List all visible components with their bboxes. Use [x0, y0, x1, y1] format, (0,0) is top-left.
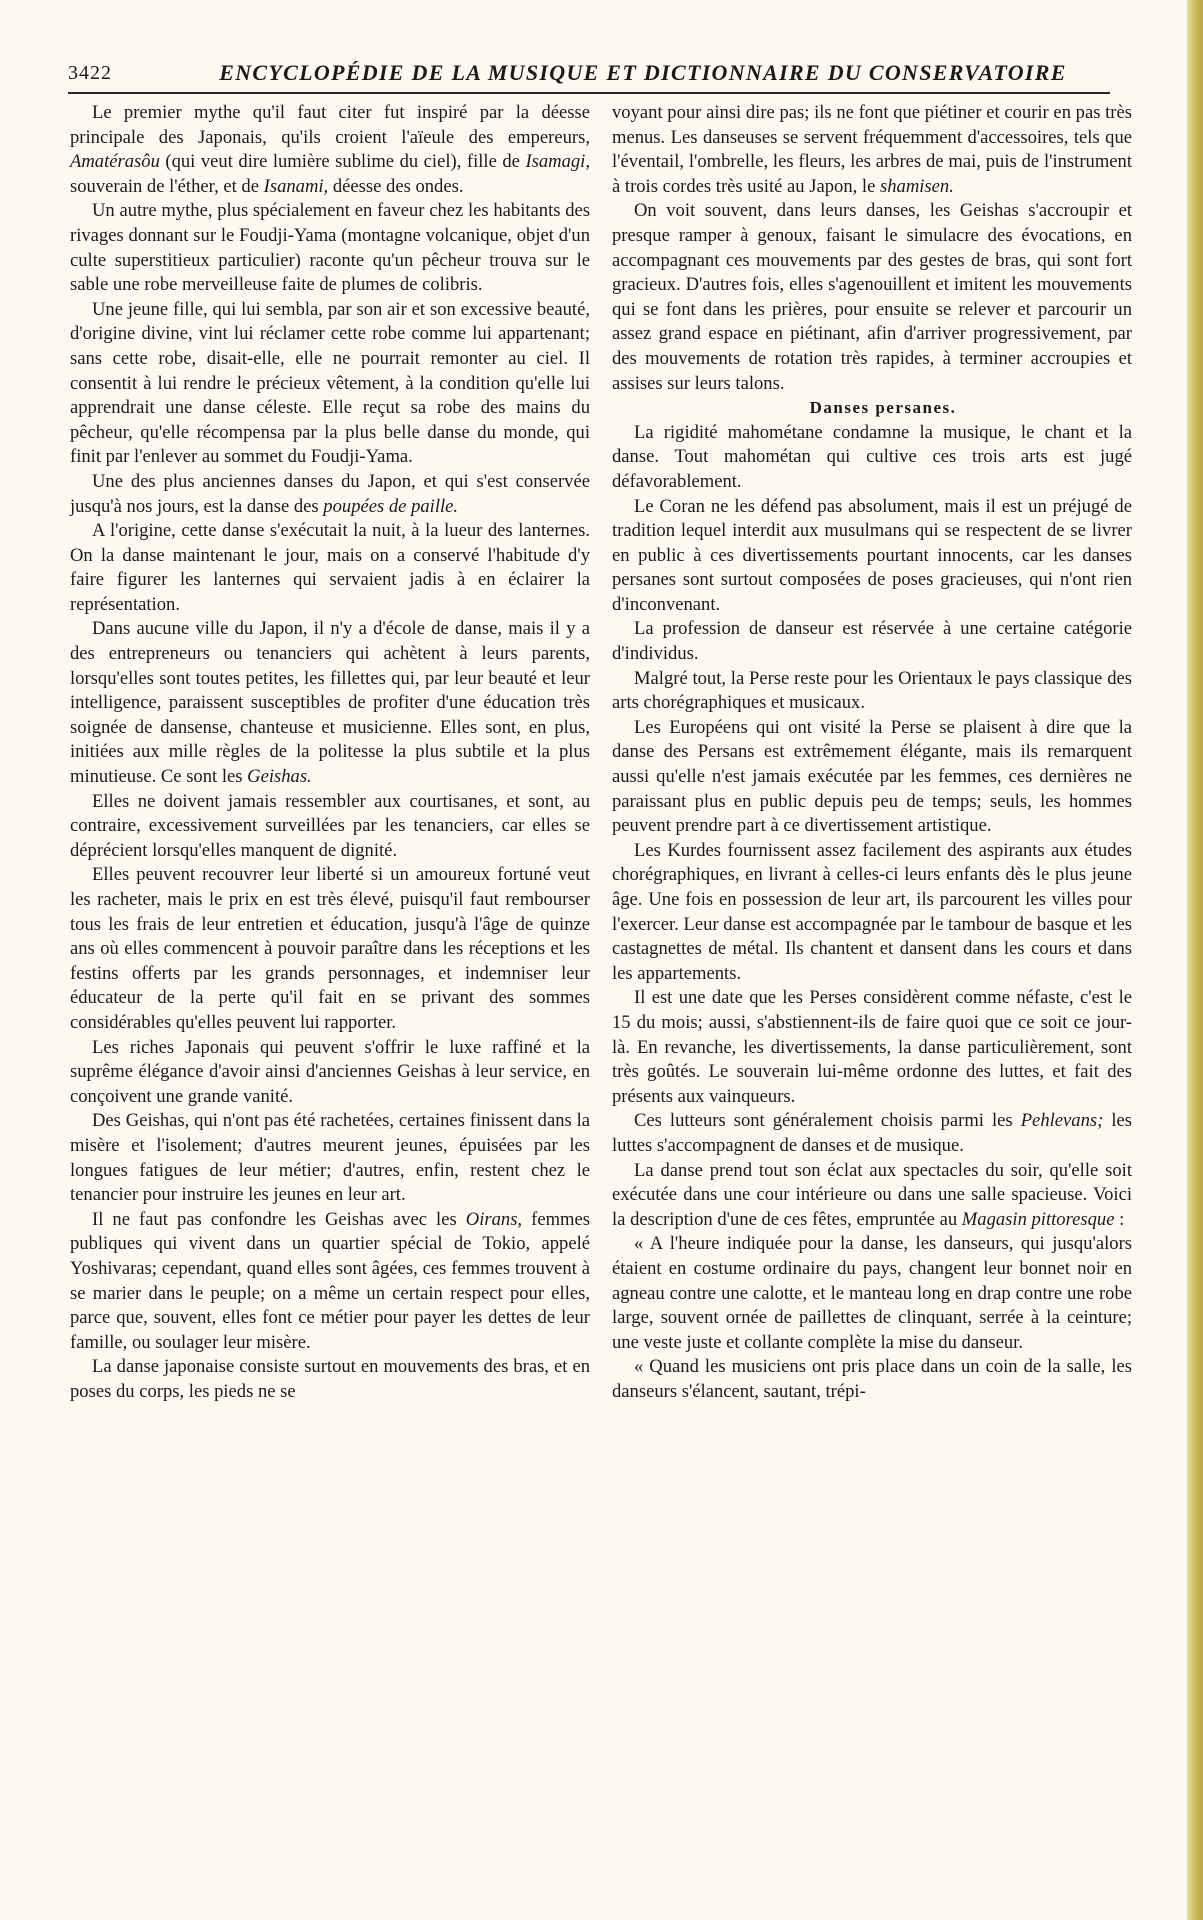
paragraph [70, 470, 590, 519]
text-run: (qui veut dire lumière sublime du ciel), fille de [159, 151, 526, 173]
text-run: souverain de l'éther, et de [70, 175, 264, 197]
paragraph [70, 298, 590, 470]
text-run: déesse des ondes. [328, 175, 464, 197]
paragraph [70, 1036, 590, 1110]
text-run: A l'origine, cette danse s'exécutait la nuit, à la lueur des lanternes. On la danse maintenant le jour, mais on a conservé l'habitude d'y faire figurer les lanternes qui servaient jadis à en éclairer la représentation. [70, 520, 590, 615]
paragraph [612, 1159, 1132, 1233]
running-header [68, 58, 1110, 94]
text-run: Il ne faut pas confondre les Geishas avec les [92, 1208, 466, 1230]
paragraph [612, 839, 1132, 987]
paragraph [70, 1208, 590, 1356]
paragraph [70, 863, 590, 1035]
text-run: Le premier mythe qu'il faut citer fut inspiré par la déesse principale des Japonais, qu'ils croient l'aïeule des empereurs, [70, 102, 590, 148]
paragraph [612, 199, 1132, 396]
text-run: La rigidité mahométane condamne la musique, le chant et la danse. Tout mahométan qui cultive ces trois arts est jugé défavorablement. [612, 421, 1132, 492]
text-run: Elles ne doivent jamais ressembler aux courtisanes, et sont, au contraire, excessivement surveillées par les tenanciers, car elles se déprécient lorsqu'elles manquent de dignité. [70, 790, 590, 861]
text-run: Les Kurdes fournissent assez facilement des aspirants aux études chorégraphiques, en livrant à celles-ci leurs enfants dès le plus jeune âge. Une fois en possession de leur art, ils parcourent les villes pour l'exercer. Leur danse est accompagnée par le tambour de basque et les castagnettes de métal. Ils chantent et dansent dans les cours et dans les appartements. [612, 839, 1132, 984]
paragraph [612, 617, 1132, 666]
paragraph [70, 101, 590, 199]
text-run: Il est une date que les Perses considèrent comme néfaste, c'est le 15 du mois; aussi, s'abstiennent-ils de faire quoi que ce soit ce jour-là. En revanche, les divertissements, la danse particulièrement, sont très goûtés. Le souverain lui-même ordonne des luttes, et fait des présents aux vainqueurs. [612, 987, 1132, 1107]
paragraph [612, 421, 1132, 495]
text-run: Les riches Japonais qui peuvent s'offrir le luxe raffiné et la suprême élégance d'avoir ainsi d'anciennes Geishas à leur service, en conçoivent une grande vanité. [70, 1036, 590, 1107]
italic-term: Geishas. [247, 766, 312, 788]
paragraph [612, 667, 1132, 716]
section-heading: Danses persanes. [809, 398, 957, 418]
right-column-top-text [612, 101, 1132, 396]
paragraph [70, 199, 590, 297]
italic-term: Pehlevans; [1020, 1110, 1104, 1132]
paragraph [612, 1355, 1132, 1404]
italic-term: poupées de paille. [323, 495, 459, 517]
italic-term: shamisen. [879, 175, 954, 197]
paragraph [612, 101, 1132, 199]
text-run: femmes publiques qui vivent dans un quartier spécial de Tokio, appelé Yoshivaras; cependant, quand elles sont âgées, ces femmes trouvent à se marier dans le peuple; on a même un certain respect pour elles, parce que, souvent, elles font ce métier pour payer les dettes de leur famille, ou soulager leur misère. [70, 1208, 590, 1353]
text-run: On voit souvent, dans leurs danses, les Geishas s'accroupir et presque ramper à genoux, faisant le simulacre des évocations, en accompagnant ces mouvements par des gestes de bras, qui sont fort gracieux. D'autres fois, elles s'agenouillent et imitent les mouvements qui se font dans les prières, pour ensuite se relever et parcourir un assez grand espace en piétinant, afin d'arriver progressivement, par des mouvements de rotation très rapides, à terminer accroupies et assises sur leurs talons. [612, 200, 1132, 394]
paragraph [612, 986, 1132, 1109]
text-run: Les Européens qui ont visité la Perse se plaisent à dire que la danse des Persans est extrêmement élégante, mais ils remarquent aussi qu'elle n'est jamais exécutée par les femmes, ces dernières ne paraissant plus en public depuis peu de temps; seuls, les hommes peuvent prendre part à ce divertissement artistique. [612, 716, 1132, 837]
paragraph [70, 1355, 590, 1404]
paragraph [612, 1109, 1132, 1158]
text-run: Le Coran ne les défend pas absolument, mais il est un préjugé de tradition lequel interdit aux musulmans qui se respectent de se livrer en public à ces divertissements pourtant innocents, car les danses persanes sont surtout composées de poses gracieuses, qui n'ont rien d'inconvenant. [612, 495, 1132, 615]
text-run: La danse japonaise consiste surtout en mouvements des bras, et en poses du corps, les pieds ne se [70, 1356, 590, 1402]
text-run: Dans aucune ville du Japon, il n'y a d'école de danse, mais il y a des entrepreneurs ou tenanciers qui achètent à leurs parents, lorsqu'elles sont toutes petites, les fillettes qui, par leur beauté et leur intelligence, paraissent susceptibles de profiter d'une éducation très soignée de dansense, chanteuse et musicienne. Elles sont, en plus, initiées aux mille règles de la politesse la plus subtile et la plus minutieuse. Ce sont les [70, 618, 590, 788]
text-run: Une jeune fille, qui lui sembla, par son air et son excessive beauté, d'origine divine, vint lui réclamer cette robe comme lui appartenant; sans cette robe, disait-elle, elle ne pourrait remonter au ciel. Il consentit à lui rendre le précieux vêtement, à la condition qu'elle lui apprendrait une danse céleste. Elle reçut sa robe des mains du pêcheur, qu'elle récompensa par la plus belle danse du monde, qui finit par l'enlever au sommet du Foudji-Yama. [70, 298, 590, 468]
text-run: Malgré tout, la Perse reste pour les Orientaux le pays classique des arts chorégraphiques et musicaux. [612, 667, 1132, 714]
italic-term: Amatérasôu [70, 151, 160, 173]
italic-term: Magasin pittoresque [961, 1208, 1115, 1230]
page-edge [1187, 0, 1203, 1920]
text-run: Un autre mythe, plus spécialement en faveur chez les habitants des rivages donnant sur le Foudji-Yama (montagne volcanique, objet d'un culte superstitieux particulier) raconte qu'un pêcheur trouva sur le sable une robe merveilleuse faite de plumes de colibris. [70, 200, 590, 296]
text-run: Des Geishas, qui n'ont pas été rachetées, certaines finissent dans la misère et l'isolement; d'autres meurent jeunes, épuisées par les longues fatigues de leur métier; d'autres, enfin, restent chez le tenancier pour instruire les jeunes en leur art. [70, 1110, 590, 1206]
text-run: La profession de danseur est réservée à une certaine catégorie d'individus. [612, 618, 1132, 665]
text-run: Elles peuvent recouvrer leur liberté si un amoureux fortuné veut les racheter, mais le prix en est très élevé, puisqu'il faut rembourser tous les frais de leur entretien et éducation, jusqu'à l'âge de quinze ans où elles commencent à pouvoir paraître dans les réceptions et les festins offerts par les grands personnages, et indemniser leur éducateur de la perte qu'il fait en se privant des sommes considérables qu'elles peuvent lui rapporter. [70, 864, 590, 1033]
running-title: ENCYCLOPÉDIE DE LA MUSIQUE ET DICTIONNAIRE DU CONSERVATOIRE [219, 60, 1067, 85]
paragraph [70, 790, 590, 864]
text-run: les luttes s'accompagnent de danses et de musique. [612, 1110, 1132, 1156]
left-column [70, 101, 590, 1404]
text-run: « A l'heure indiquée pour la danse, les danseurs, qui jusqu'alors étaient en costume ordinaire du pays, changent leur bonnet noir en agneau contre une calotte, et le manteau long en drap contre une robe large, souvent ornée de paillettes de clinquant, serrée à la ceinture; une veste juste et collante complète la mise du danseur. [612, 1233, 1132, 1353]
right-column [612, 101, 1132, 1404]
right-column-bottom-text [612, 421, 1132, 1405]
paragraph [70, 617, 590, 789]
paragraph [612, 716, 1132, 839]
italic-term: Oirans, [465, 1208, 523, 1230]
text-run: Ces lutteurs sont généralement choisis parmi les [634, 1110, 1021, 1132]
text-run: « Quand les musiciens ont pris place dans un coin de la salle, les danseurs s'élancent, sautant, trépi- [612, 1356, 1132, 1402]
text-run: : [1114, 1208, 1125, 1230]
paragraph [612, 1232, 1132, 1355]
text-run: Une des plus anciennes danses du Japon, et qui s'est conservée jusqu'à nos jours, est la danse des [70, 470, 590, 517]
page-number: 3422 [68, 62, 112, 84]
italic-term: Isanami, [263, 175, 329, 197]
italic-term: Isamagi, [525, 151, 590, 173]
text-run: voyant pour ainsi dire pas; ils ne font que piétiner et courir en pas très menus. Les danseuses se servent fréquemment d'accessoires, tels que l'éventail, l'ombrelle, les fleurs, les arbres de mai, puis de l'instrument à trois cordes très usité au Japon, le [612, 102, 1132, 197]
text-run: La danse prend tout son éclat aux spectacles du soir, qu'elle soit exécutée dans une cour intérieure ou dans une salle spacieuse. Voici la description d'une de ces fêtes, empruntée au [612, 1159, 1132, 1230]
paragraph [70, 519, 590, 617]
paragraph [612, 495, 1132, 618]
paragraph [70, 1109, 590, 1207]
